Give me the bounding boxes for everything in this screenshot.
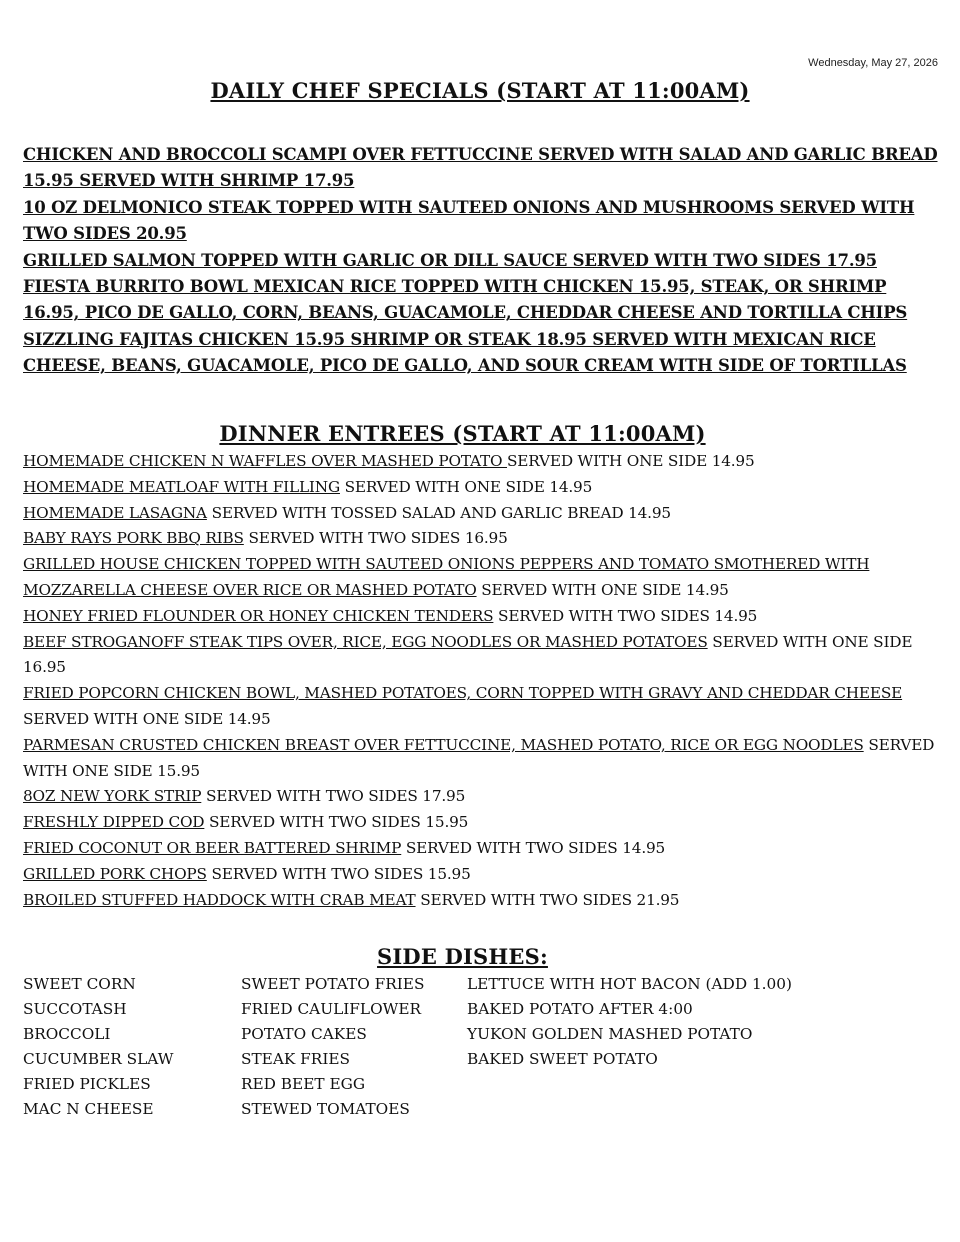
entree-item [23,862,943,888]
entree-details: SERVED WITH ONE SIDE 14.95 [339,477,593,496]
entree-details: SERVED WITH TWO SIDES 14.95 [493,606,758,625]
side-item: SUCCOTASH [23,1000,127,1018]
side-item: SWEET CORN [23,975,136,993]
specials-list [23,142,943,380]
entree-item [23,836,943,862]
entree-details: SERVED WITH TWO SIDES 15.95 [204,813,469,832]
special-item: GRILLED SALMON TOPPED WITH GARLIC OR DILL SAUCE SERVED WITH TWO SIDES 17.95 [23,250,877,270]
side-item: RED BEET EGG [241,1075,366,1093]
entree-item [23,733,943,785]
entree-item [23,784,943,810]
entree-dish: HONEY FRIED FLOUNDER OR HONEY CHICKEN TENDERS [23,606,494,625]
entree-dish: HOMEMADE CHICKEN N WAFFLES OVER MASHED POTATO [23,452,507,470]
entree-dish: HOMEMADE MEATLOAF WITH FILLING [23,477,340,496]
side-item: FRIED PICKLES [23,1075,151,1093]
side-item: CUCUMBER SLAW [23,1050,174,1068]
entree-dish: BROILED STUFFED HADDOCK WITH CRAB MEAT [23,890,416,909]
entree-dish: BABY RAYS PORK BBQ RIBS [23,529,244,548]
special-item: SIZZLING FAJITAS CHICKEN 15.95 SHRIMP OR STEAK 18.95 SERVED WITH MEXICAN RICE CHEESE, BEANS, GUACAMOLE, PICO DE GALLO, AND SOUR CREAM WITH SIDE OF TORTILLAS [23,329,907,376]
entree-details: SERVED WITH ONE SIDE 14.95 [23,709,271,728]
special-item: 10 OZ DELMONICO STEAK TOPPED WITH SAUTEED ONIONS AND MUSHROOMS SERVED WITH TWO SIDES 20.95 [23,197,915,244]
entree-details: SERVED WITH ONE SIDE 14.95 [507,452,755,470]
entree-dish: 8OZ NEW YORK STRIP [23,787,202,806]
entree-details: SERVED WITH TWO SIDES 16.95 [243,529,508,548]
entree-item [23,810,943,836]
special-item: CHICKEN AND BROCCOLI SCAMPI OVER FETTUCCINE SERVED WITH SALAD AND GARLIC BREAD 15.95 SERVED WITH SHRIMP 17.95 [23,145,938,191]
entree-item [23,681,943,733]
entree-details: SERVED WITH TWO SIDES 21.95 [415,890,680,909]
entree-dish: HOMEMADE LASAGNA [23,503,207,522]
entree-details: SERVED WITH TWO SIDES 15.95 [206,864,471,883]
entree-item [23,475,943,501]
sides-column-1 [23,972,173,1122]
special-item: FIESTA BURRITO BOWL MEXICAN RICE TOPPED WITH CHICKEN 15.95, STEAK, OR SHRIMP 16.95, PICO DE GALLO, CORN, BEANS, GUACAMOLE, CHEDDAR CHEESE AND TORTILLA CHIPS [23,277,908,323]
side-item: BAKED SWEET POTATO [467,1050,658,1068]
sides-heading: SIDE DISHES: [377,944,548,969]
side-item: LETTUCE WITH HOT BACON (ADD 1.00) [467,975,792,993]
entree-dish: FRESHLY DIPPED COD [23,813,205,832]
entree-dish: FRIED POPCORN CHICKEN BOWL, MASHED POTATOES, CORN TOPPED WITH GRAVY AND CHEDDAR CHEESE [23,684,903,703]
entree-dish: GRILLED HOUSE CHICKEN TOPPED WITH SAUTEED ONIONS PEPPERS AND TOMATO SMOTHERED WITH MOZZARELLA CHEESE OVER RICE OR MASHED POTATO [23,555,870,599]
entree-dish: GRILLED PORK CHOPS [23,864,207,883]
entree-dish: FRIED COCONUT OR BEER BATTERED SHRIMP [23,838,402,857]
entree-item [23,604,943,630]
entree-item [23,630,943,682]
entree-item [23,888,943,914]
side-item: STEWED TOMATOES [241,1100,410,1118]
entrees-heading: DINNER ENTREES (START AT 11:00AM) [219,421,706,446]
side-item: BROCCOLI [23,1025,111,1043]
entree-details: SERVED WITH TWO SIDES 17.95 [201,787,466,806]
sides-column-2 [241,972,424,1122]
specials-heading: DAILY CHEF SPECIALS (START AT 11:00AM) [210,78,750,103]
side-item: SWEET POTATO FRIES [241,975,425,993]
side-item: MAC N CHEESE [23,1100,154,1118]
sides-column-3 [467,972,792,1072]
entree-dish: BEEF STROGANOFF STEAK TIPS OVER, RICE, EGG NOODLES OR MASHED POTATOES [23,632,708,651]
side-item: FRIED CAULIFLOWER [241,1000,422,1018]
entree-item [23,501,943,527]
side-item: YUKON GOLDEN MASHED POTATO [467,1025,753,1043]
entree-item [23,552,943,604]
menu-date: Wednesday, May 27, 2026 [808,57,938,69]
entree-details: SERVED WITH TWO SIDES 14.95 [401,838,666,857]
side-item: STEAK FRIES [241,1050,351,1068]
entrees-list [23,449,943,913]
entree-dish: PARMESAN CRUSTED CHICKEN BREAST OVER FETTUCCINE, MASHED POTATO, RICE OR EGG NOODLES [23,735,864,754]
entree-details: SERVED WITH TOSSED SALAD AND GARLIC BREAD 14.95 [206,503,671,522]
side-item: BAKED POTATO AFTER 4:00 [467,1000,693,1018]
entree-details: SERVED WITH ONE SIDE 14.95 [476,580,729,599]
side-item: POTATO CAKES [241,1025,367,1043]
entree-item [23,449,943,475]
entree-details: SERVED WITH ONE SIDE 16.95 [23,632,913,677]
entree-item [23,526,943,552]
entree-details: SERVED WITH ONE SIDE 15.95 [23,735,935,780]
